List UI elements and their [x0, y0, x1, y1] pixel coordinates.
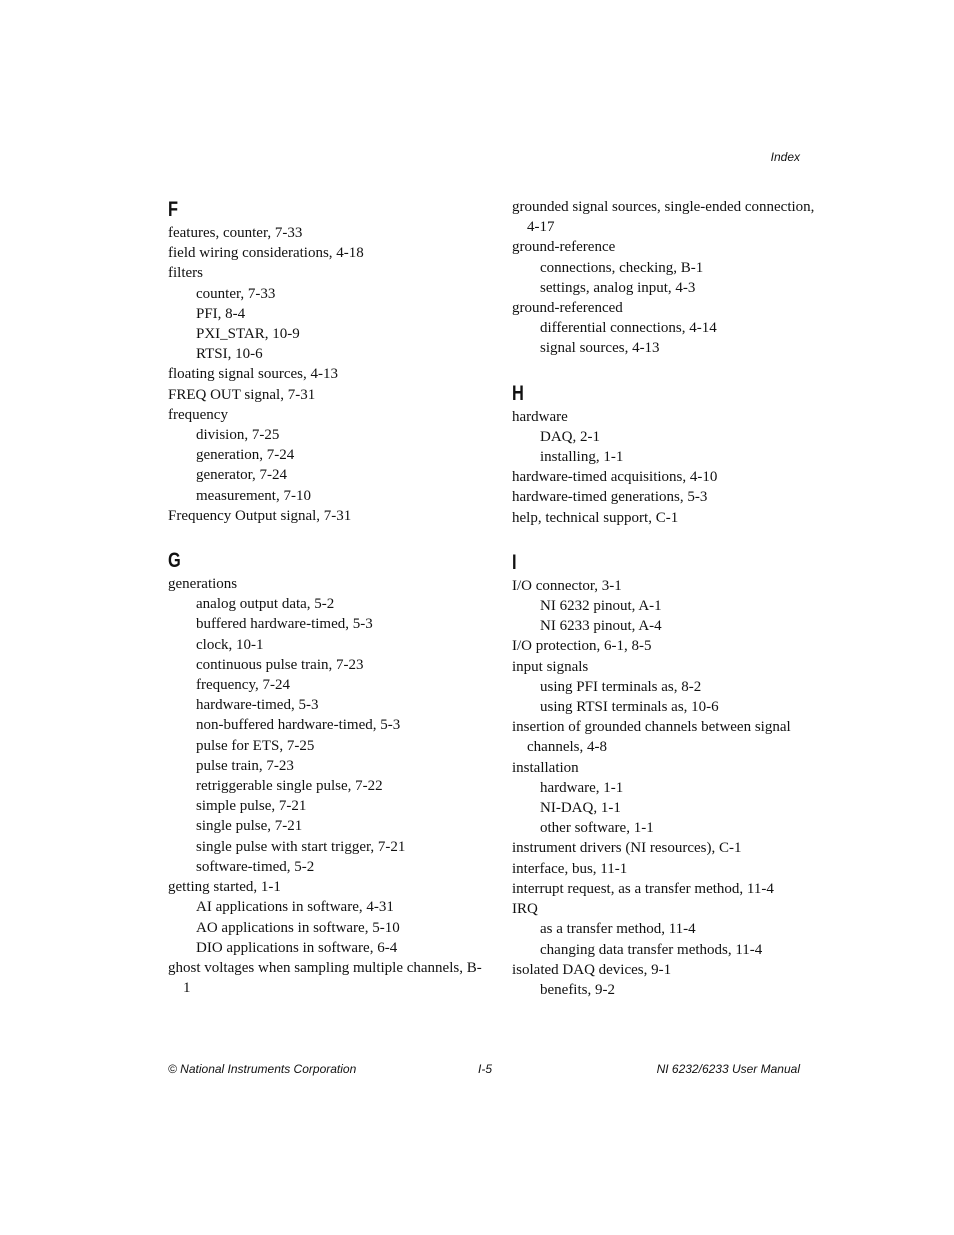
index-entry: features, counter, 7-33: [168, 225, 303, 241]
index-entry: IRQ: [512, 901, 538, 918]
section-letter: I: [512, 550, 517, 574]
index-section-f: [168, 197, 468, 526]
index-subentry: AO applications in software, 5-10: [196, 919, 400, 936]
index-subentry: hardware, 1-1: [540, 779, 624, 796]
index-entry: hardware-timed acquisitions, 4-10: [512, 469, 718, 486]
index-subentry: non-buffered hardware-timed, 5-3: [196, 717, 401, 734]
footer-manual-title: NI 6232/6233 User Manual: [656, 1062, 800, 1076]
index-subentry: buffered hardware-timed, 5-3: [196, 616, 373, 633]
index-entry: FREQ OUT signal, 7-31: [168, 386, 316, 403]
index-column-left: [168, 197, 482, 1020]
index-entry: frequency: [168, 406, 228, 423]
index-entry: hardware: [512, 408, 568, 425]
index-entry: ghost voltages when sampling multiple channels, B-1: [168, 959, 482, 997]
index-subentry: RTSI, 10-6: [196, 346, 263, 363]
index-entry: filters: [168, 265, 203, 282]
index-subentry: NI 6232 pinout, A-1: [540, 598, 662, 615]
index-section-g-continued: [512, 197, 815, 359]
index-subentry: frequency, 7-24: [196, 677, 290, 694]
index-section-g: [168, 548, 482, 998]
index-subentry: DIO applications in software, 6-4: [196, 939, 398, 956]
index-entry: isolated DAQ devices, 9-1: [512, 961, 672, 978]
index-entry: field wiring considerations, 4-18: [168, 245, 364, 262]
footer-copyright: © National Instruments Corporation: [168, 1062, 357, 1076]
index-subentry: generation, 7-24: [196, 447, 295, 464]
index-subentry: settings, analog input, 4-3: [540, 279, 696, 296]
index-subentry: PFI, 8-4: [196, 305, 246, 322]
index-entry: installation: [512, 759, 579, 776]
index-entry: interrupt request, as a transfer method, 11-4: [512, 880, 774, 897]
index-subentry: measurement, 7-10: [196, 487, 311, 504]
index-subentry: simple pulse, 7-21: [196, 798, 307, 815]
index-subentry: single pulse, 7-21: [196, 818, 303, 835]
index-entry: hardware-timed generations, 5-3: [512, 489, 708, 506]
index-subentry: differential connections, 4-14: [540, 320, 717, 337]
running-header: Index: [770, 150, 800, 164]
index-subentry: DAQ, 2-1: [540, 428, 600, 445]
index-subentry: installing, 1-1: [540, 449, 624, 466]
index-entry: ground-referenced: [512, 300, 623, 317]
index-subentry: division, 7-25: [196, 427, 280, 444]
index-entry: ground-reference: [512, 239, 616, 256]
index-subentry: pulse train, 7-23: [196, 757, 294, 774]
index-entry: instrument drivers (NI resources), C-1: [512, 840, 742, 857]
index-entry: insertion of grounded channels between signal channels, 4-8: [512, 719, 791, 756]
index-subentry: pulse for ETS, 7-25: [196, 737, 315, 754]
index-subentry: hardware-timed, 5-3: [196, 697, 319, 714]
index-subentry: using PFI terminals as, 8-2: [540, 678, 702, 695]
index-subentry: as a transfer method, 11-4: [540, 921, 696, 938]
index-entry: I/O connector, 3-1: [512, 577, 622, 594]
index-subentry: counter, 7-33: [196, 285, 276, 302]
index-subentry: retriggerable single pulse, 7-22: [196, 778, 383, 795]
index-entry: getting started, 1-1: [168, 879, 281, 896]
index-subentry: NI-DAQ, 1-1: [540, 800, 621, 817]
index-subentry: NI 6233 pinout, A-4: [540, 618, 662, 635]
index-subentry: connections, checking, B-1: [540, 259, 704, 276]
index-subentry: signal sources, 4-13: [540, 340, 660, 357]
index-subentry: other software, 1-1: [540, 820, 654, 837]
index-entry: grounded signal sources, single-ended connection, 4-17: [512, 199, 815, 236]
index-subentry: software-timed, 5-2: [196, 858, 315, 875]
index-entry: I/O protection, 6-1, 8-5: [512, 638, 652, 655]
footer-page-number: I-5: [478, 1062, 493, 1076]
index-entry: help, technical support, C-1: [512, 509, 679, 526]
index-subentry: AI applications in software, 4-31: [196, 899, 394, 916]
index-subentry: changing data transfer methods, 11-4: [540, 941, 763, 958]
index-subentry: single pulse with start trigger, 7-21: [196, 838, 406, 855]
index-entry: input signals: [512, 658, 589, 675]
index-subentry: using RTSI terminals as, 10-6: [540, 699, 719, 716]
index-column-right: [512, 197, 815, 1022]
index-entry: Frequency Output signal, 7-31: [168, 507, 352, 524]
index-subentry: continuous pulse train, 7-23: [196, 656, 364, 673]
index-section-h: [512, 381, 812, 528]
section-letter: H: [512, 381, 524, 405]
index-subentry: analog output data, 5-2: [196, 596, 335, 613]
index-section-i: [512, 550, 812, 1000]
index-entry: floating signal sources, 4-13: [168, 366, 338, 383]
section-letter: F: [168, 198, 179, 221]
index-subentry: benefits, 9-2: [540, 981, 615, 998]
section-letter: G: [168, 549, 181, 573]
index-subentry: clock, 10-1: [196, 636, 264, 653]
index-subentry: PXI_STAR, 10-9: [196, 326, 300, 343]
index-entry: interface, bus, 11-1: [512, 860, 628, 877]
index-subentry: generator, 7-24: [196, 467, 288, 484]
index-entry: generations: [168, 576, 238, 593]
